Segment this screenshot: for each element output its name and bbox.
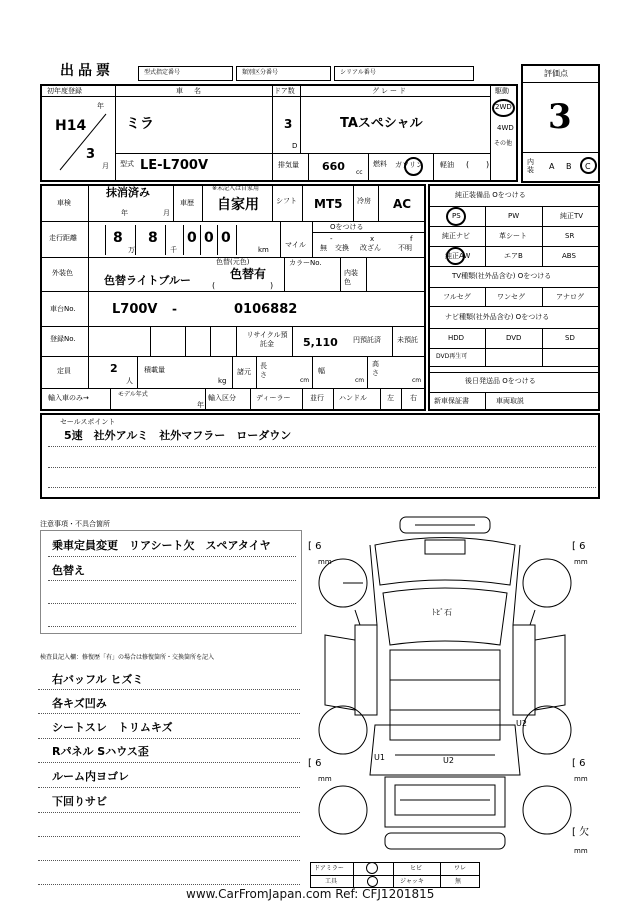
interior-grade-a: A <box>549 162 555 171</box>
registration-label: 登録No. <box>50 335 76 343</box>
main-spec-block <box>40 184 426 411</box>
navi-hdd: HDD <box>448 334 465 342</box>
inspector-line-1: 右バッフル ヒズミ <box>52 673 144 686</box>
length-label: 長さ <box>260 362 267 379</box>
height-label: 高さ <box>372 360 379 377</box>
import-type-label: 輸入区分 <box>208 394 236 402</box>
inspector-line-4: Rパネル Sハウス歪 <box>52 745 149 758</box>
capacity-value: 2 <box>110 362 118 375</box>
damage-mark-u2-a: U2 <box>516 719 527 728</box>
fuel-paren-open: ( <box>466 160 470 169</box>
usage-value: 自家用 <box>217 197 259 213</box>
mileage-digit-3: 0 <box>187 230 197 246</box>
tire-depth-fr: [ 6 <box>572 541 586 552</box>
model-value: LE-L700V <box>140 158 209 173</box>
recycle-unpaid: 未預託 <box>397 336 418 344</box>
inspection-year-unit: 年 <box>121 209 128 217</box>
mileage-mile: マイル <box>285 241 306 249</box>
mileage-mark-1: - <box>330 235 333 243</box>
equip-abs: ABS <box>562 252 576 260</box>
fuel-label: 燃料 <box>373 160 387 168</box>
mileage-km: km <box>258 246 269 254</box>
inspector-line-5: ルーム内ヨゴレ <box>52 770 129 783</box>
handle-label: ハンドル <box>339 394 367 402</box>
mileage-opt-tamper: 改ざん <box>360 244 381 252</box>
height-unit: cm <box>412 377 422 384</box>
fuel-circle <box>404 157 423 176</box>
usage-note: ※未記入は自家用 <box>212 185 260 192</box>
tv-one: ワンセグ <box>497 293 525 301</box>
mileage-man: 万 <box>128 246 135 254</box>
shift-label: シフト <box>276 197 297 205</box>
equip-tv: 純正TV <box>560 212 584 220</box>
mileage-mark-3: f <box>410 235 413 243</box>
cc-unit: cc <box>356 169 363 176</box>
page-title: 出品票 <box>60 63 114 79</box>
sales-point-text: 5速 社外アルミ 社外マフラー ローダウン <box>64 429 292 442</box>
orig-color-label: 色替(元色) <box>216 258 250 266</box>
orig-color-paren-open: ( <box>212 281 216 290</box>
chassis-label: 車台No. <box>50 305 76 313</box>
inspection-status: 抹消済み <box>106 186 150 199</box>
orig-color-paren-close: ) <box>270 281 274 290</box>
grade: TAスペシャル <box>340 116 423 131</box>
tire-depth-fr-unit: mm <box>574 558 588 566</box>
capacity-unit: 人 <box>126 377 133 385</box>
chassis-prefix: L700V <box>112 302 158 317</box>
mileage-opt-exchange: 交換 <box>335 244 349 252</box>
inspector-line-3: シートスレ トリムキズ <box>52 721 173 734</box>
handle-right: 右 <box>410 394 417 402</box>
tire-depth-fl: [ 6 <box>308 541 322 552</box>
legend-jack: ジャッキ <box>400 878 424 885</box>
equip-airbag: エアB <box>504 252 523 260</box>
tire-depth-rl: [ 6 <box>308 758 322 769</box>
grade-label: グレード <box>372 87 408 95</box>
recycle-paid: 円預託済 <box>353 336 381 344</box>
notes-line-1: 乗車定員変更 リアシート欠 スペアタイヤ <box>52 539 271 552</box>
car-name: ミラ <box>126 116 154 132</box>
interior-grade-circle <box>580 157 597 174</box>
rating-label: 評価点 <box>544 69 568 78</box>
legend-tools: 工具 <box>325 878 338 885</box>
category-label: 類別区分番号 <box>242 69 279 76</box>
damage-mark-u2-b: U2 <box>443 756 454 765</box>
later-manual: 車両取説 <box>496 397 524 405</box>
mileage-sen: 千 <box>170 246 177 254</box>
watermark: www.CarFromJapan.com Ref: CFJ1201815 <box>186 887 435 901</box>
later-warranty: 新車保証書 <box>434 397 469 405</box>
inspector-label: 検査員記入欄：修復歴「有」の場合は修復箇所・交換箇所を記入 <box>40 654 215 661</box>
drive-2wd: 2WD <box>495 103 512 111</box>
rating-value: 3 <box>548 97 572 137</box>
equip-leather: 革シート <box>499 232 527 240</box>
interior-grade-b: B <box>566 162 572 171</box>
navi-title: ナビ種類(社外品含む) Oをつける <box>445 313 550 321</box>
doors: 3 <box>284 117 293 131</box>
fuel-gasoline: ガソリン <box>395 161 423 169</box>
recycle-amount: 5,110 <box>303 336 338 349</box>
equip-pw: PW <box>508 212 520 220</box>
tire-depth-rr-unit: mm <box>574 775 588 783</box>
legend-crack: ヒビ <box>410 865 423 872</box>
later-title: 後日発送品 Oをつける <box>465 377 536 385</box>
chassis-dash: - <box>172 302 177 316</box>
orig-color-value: 色替有 <box>230 267 267 281</box>
ac-value: AC <box>393 197 412 211</box>
reg-slash <box>58 112 108 172</box>
model-year-unit: 年 <box>197 401 204 409</box>
chassis-number: 0106882 <box>234 302 298 317</box>
inspection-month-unit: 月 <box>163 209 170 217</box>
first-reg-month: 3 <box>86 147 96 162</box>
import-dealer: ディーラー <box>256 394 291 402</box>
width-label: 幅 <box>318 367 325 375</box>
navi-dvd: DVD <box>506 334 522 342</box>
tire-depth-rr-value: 6 <box>579 758 586 769</box>
interior-label: 内装 <box>527 158 534 174</box>
spare-missing-value: 欠 <box>579 827 590 838</box>
import-parallel: 並行 <box>310 394 324 402</box>
mileage-opt-unknown: 不明 <box>398 244 412 252</box>
doors-unit: D <box>292 142 298 150</box>
shift-value: MT5 <box>314 197 343 211</box>
inspector-line-2: 各キズ凹み <box>52 697 107 710</box>
spare-missing: [ 欠 <box>572 827 590 838</box>
mileage-opt-none: 無 <box>320 244 327 252</box>
load-label: 積載量 <box>144 366 165 374</box>
dims-label: 諸元 <box>237 368 251 376</box>
tire-depth-rl-value: 6 <box>315 758 322 769</box>
windshield-mark: ﾄﾋﾞ石 <box>432 608 452 617</box>
tire-depth-rl-unit: mm <box>318 775 332 783</box>
tire-depth-fl-unit: mm <box>318 558 332 566</box>
equip-aw-circle <box>446 247 465 265</box>
drive-2wd-circle <box>492 99 515 117</box>
mileage-circle-note: Oをつける <box>330 223 364 231</box>
equipment-title: 純正装備品 Oをつける <box>455 191 526 199</box>
interior-grade-c: C <box>585 162 591 171</box>
mileage-digit-2: 8 <box>148 230 158 246</box>
car-damage-diagram <box>315 515 575 855</box>
spare-missing-unit: mm <box>574 847 588 855</box>
drive-label: 駆動 <box>495 87 509 95</box>
legend-tools-circle <box>367 876 378 887</box>
fuel-diesel: 軽油 <box>440 161 454 169</box>
legend-mirror-circle <box>366 862 378 874</box>
serial-label: シリアル番号 <box>340 69 376 76</box>
tire-depth-fl-value: 6 <box>315 541 322 552</box>
mileage-mark-2: x <box>370 235 375 243</box>
color-no-label: カラーNo. <box>289 259 322 267</box>
capacity-label: 定員 <box>57 367 71 375</box>
model-label: 型式 <box>120 160 134 168</box>
width-unit: cm <box>355 377 365 384</box>
equip-sr: SR <box>565 232 575 240</box>
drive-4wd: 4WD <box>497 124 514 132</box>
notes-line-2: 色替え <box>52 564 85 577</box>
legend-mirror: ドアミラー <box>314 865 344 872</box>
color-label: 外装色 <box>52 269 73 277</box>
notes-label: 注意事項・不具合箇所 <box>40 520 110 528</box>
sales-point-label: セールスポイント <box>60 418 116 426</box>
doors-label: ドア数 <box>274 87 295 95</box>
model-code-label: 型式指定番号 <box>144 69 181 76</box>
equip-ps: PS <box>452 212 461 220</box>
equip-navi: 純正ナビ <box>442 232 470 240</box>
tv-analog: アナログ <box>556 293 584 301</box>
import-label: 輸入車のみ→ <box>48 394 89 402</box>
usage-label: 車歴 <box>180 199 194 207</box>
navi-sd: SD <box>565 334 575 342</box>
legend-break: ワレ <box>454 865 467 872</box>
damage-mark-u1: U1 <box>374 753 385 762</box>
mileage-label: 走行距離 <box>49 234 77 242</box>
equip-ps-circle <box>446 207 466 226</box>
color-value: 色替ライトブルー <box>104 274 191 287</box>
fuel-paren-close: ) <box>486 160 490 169</box>
model-year-label: モデル年式 <box>118 391 148 398</box>
legend-none: 無 <box>455 878 462 885</box>
tv-title: TV種類(社外品含む) Oをつける <box>452 272 552 280</box>
inspector-line-6: 下回りサビ <box>52 795 107 808</box>
month-unit: 月 <box>102 162 109 170</box>
equip-aw: 純正AW <box>445 252 471 260</box>
first-reg-label: 初年度登録 <box>47 87 82 95</box>
displacement: 660 <box>322 160 345 173</box>
load-unit: kg <box>218 377 227 385</box>
navi-dvd-playback: DVD再生可 <box>436 353 468 360</box>
tire-depth-fr-value: 6 <box>579 541 586 552</box>
mileage-digit-1: 8 <box>113 230 123 246</box>
inspection-label: 車検 <box>57 199 71 207</box>
length-unit: cm <box>300 377 310 384</box>
displacement-label: 排気量 <box>278 161 299 169</box>
interior-color-label: 内装色 <box>344 269 358 286</box>
year-unit: 年 <box>97 102 104 110</box>
tv-full: フルセグ <box>443 293 471 301</box>
drive-other: その他 <box>494 140 513 147</box>
car-name-label: 車 名 <box>176 87 203 95</box>
mileage-digit-5: 0 <box>221 230 231 246</box>
recycle-label: リサイクル預託金 <box>246 331 288 348</box>
handle-left: 左 <box>387 394 394 402</box>
ac-label: 冷房 <box>357 197 371 205</box>
tire-depth-rr: [ 6 <box>572 758 586 769</box>
first-reg-year: H14 <box>55 118 87 134</box>
mileage-digit-4: 0 <box>204 230 214 246</box>
